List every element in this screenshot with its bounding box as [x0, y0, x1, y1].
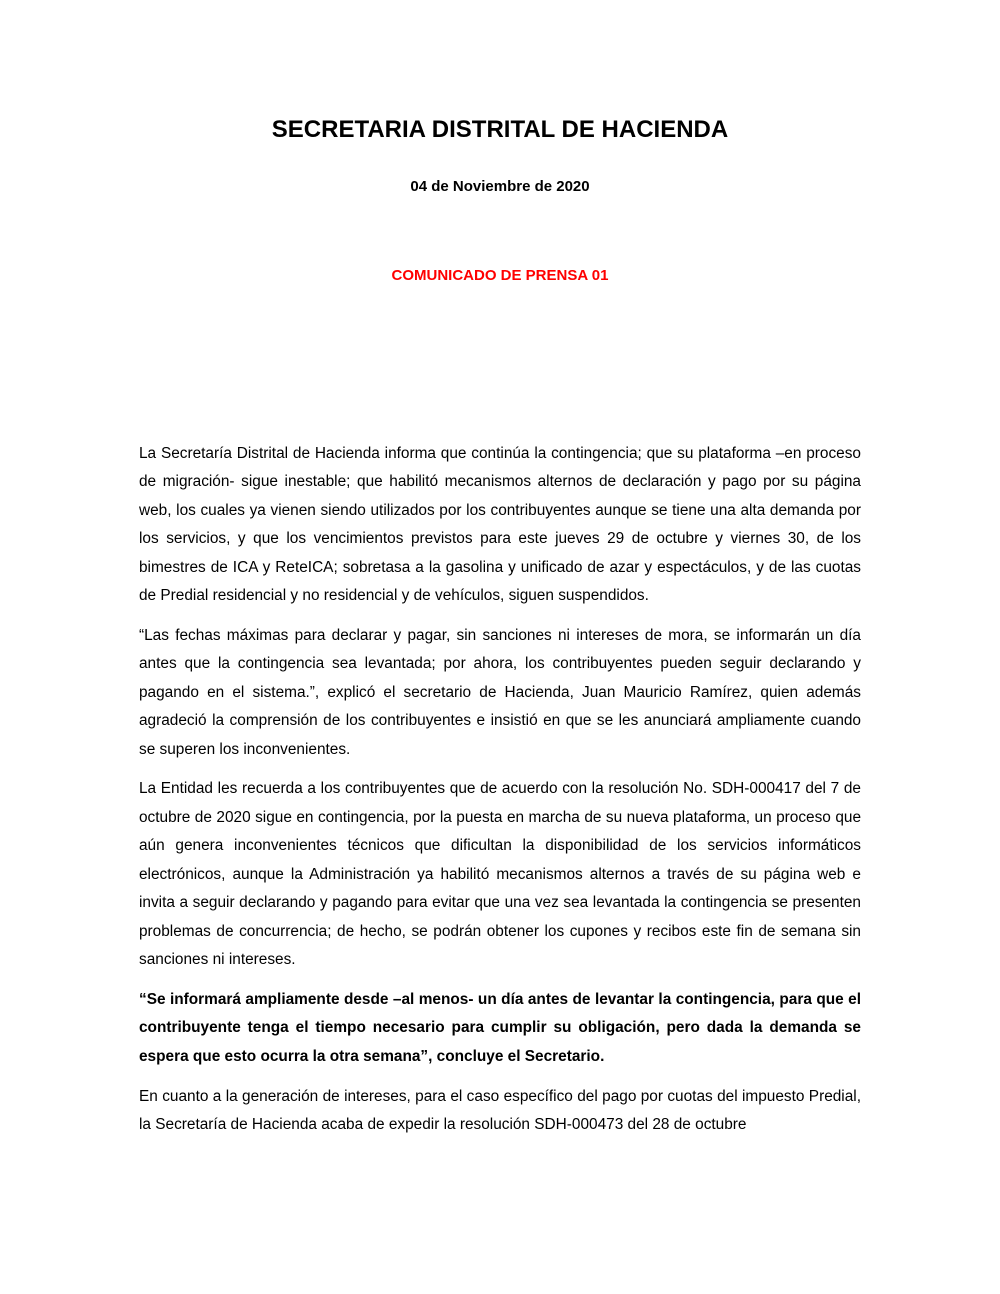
document-body [139, 440, 861, 1180]
press-release-label: COMUNICADO DE PRENSA 01 [391, 267, 609, 284]
document-date: 04 de Noviembre de 2020 [410, 178, 590, 195]
body-paragraph-quote: “Se informará ampliamente desde –al menos- un día antes de levantar la contingencia, para que el contribuyente tenga el tiempo necesario para cumplir su obligación, pero dada la demanda se espera que esto ocurra la otra semana”, concluye el Secretario. [139, 990, 861, 1065]
document-title: SECRETARIA DISTRITAL DE HACIENDA [271, 116, 729, 143]
body-paragraph: “Las fechas máximas para declarar y pagar, sin sanciones ni intereses de mora, se informarán un día antes que la contingencia sea levantada; por ahora, los contribuyentes pueden seguir declarando y pagando en el sistema.”, explicó el secretario de Hacienda, Juan Mauricio Ramírez, quien además agradeció la comprensión de los contribuyentes e insistió en que se les anunciará ampliamente cuando se superen los inconvenientes. [139, 626, 861, 758]
body-paragraph: La Entidad les recuerda a los contribuyentes que de acuerdo con la resolución No. SDH-000417 del 7 de octubre de 2020 sigue en contingencia, por la puesta en marcha de su nueva plataforma, un proceso que aún genera inconvenientes técnicos que dificultan la disponibilidad de los servicios informáticos electrónicos, aunque la Administración ya habilitó mecanismos alternos a través de su página web e invita a seguir declarando y pagando para evitar que una vez sea levantada la contingencia se presenten problemas de concurrencia; de hecho, se podrán obtener los cupones y recibos este fin de semana sin sanciones ni intereses. [139, 780, 861, 968]
body-paragraph: La Secretaría Distrital de Hacienda informa que continúa la contingencia; que su plataforma –en proceso de migración- sigue inestable; que habilitó mecanismos alternos de declaración y pago por su página web, los cuales ya vienen siendo utilizados por los contribuyentes aunque se tiene una alta demanda por los servicios, y que los vencimientos previstos para este jueves 29 de octubre y viernes 30, de los bimestres de ICA y ReteICA; sobretasa a la gasolina y unificado de azar y espectáculos, y de las cuotas de Predial residencial y no residencial y de vehículos, siguen suspendidos. [139, 445, 861, 605]
body-paragraph: En cuanto a la generación de intereses, para el caso específico del pago por cuotas del impuesto Predial, la Secretaría de Hacienda acaba de expedir la resolución SDH-000473 del 28 de octubre [139, 1087, 861, 1133]
